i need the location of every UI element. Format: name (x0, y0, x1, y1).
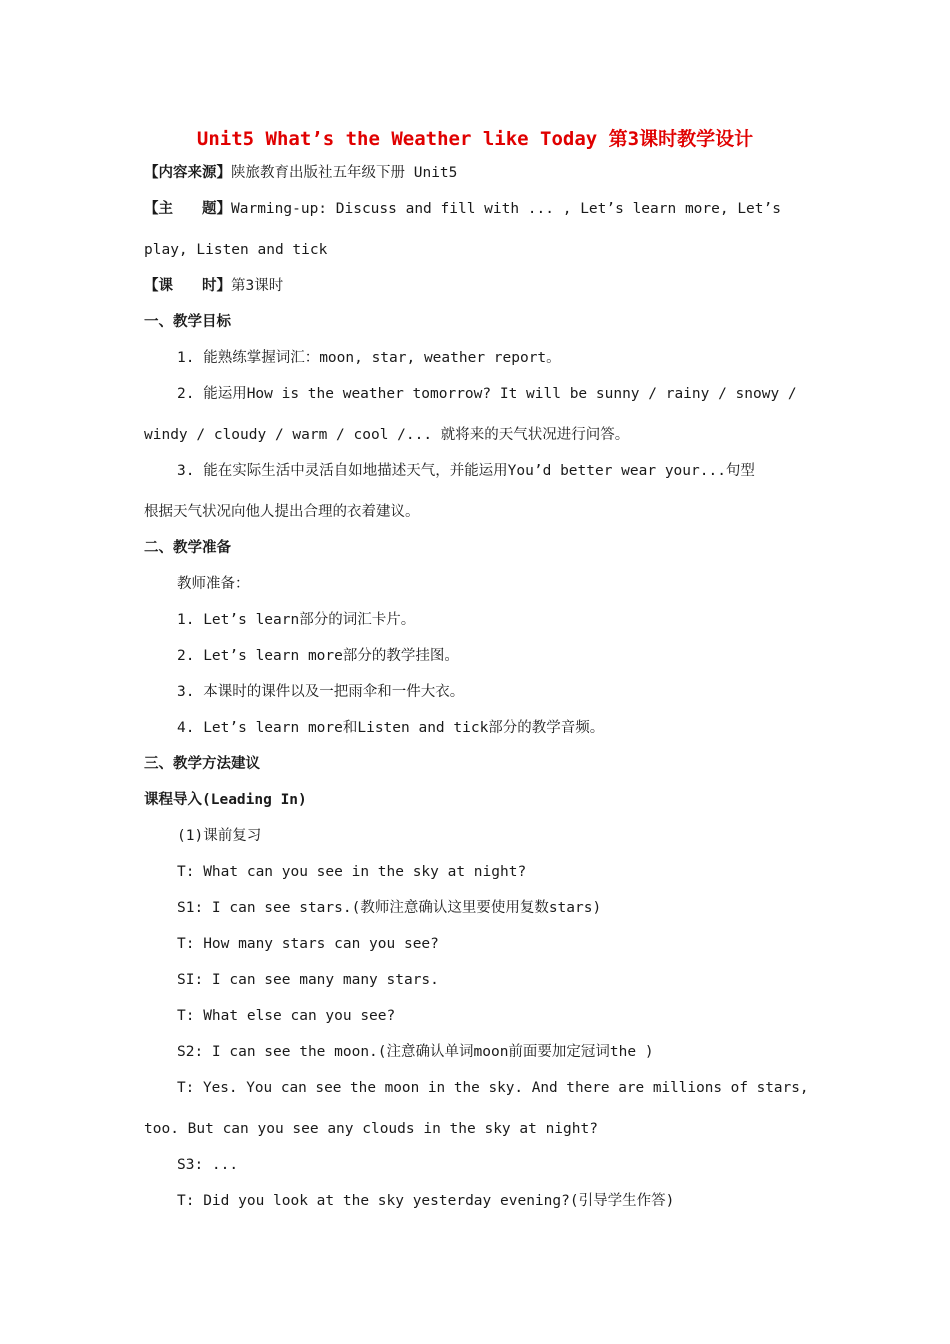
dialogue-line: SI: I can see many many stars. (177, 972, 439, 988)
prep-item-2: 2. Let’s learn more部分的教学挂图。 (177, 648, 459, 664)
period-value: 第3课时 (231, 278, 284, 294)
document-title: Unit5 What’s the Weather like Today 第3课时教学设计 (196, 128, 754, 150)
dialogue-line: T: What else can you see? (177, 1008, 396, 1024)
prep-item-1: 1. Let’s learn部分的词汇卡片。 (177, 612, 416, 628)
prep-item-3: 3. 本课时的课件以及一把雨伞和一件大衣。 (177, 684, 465, 700)
source-line (144, 163, 808, 183)
topic-value-cont: play, Listen and tick (144, 242, 328, 258)
goal-3-cont: 根据天气状况向他人提出合理的衣着建议。 (144, 504, 420, 520)
dialogue-line: S3: ... (177, 1157, 239, 1173)
prep-teacher: 教师准备： (177, 576, 250, 592)
prep-heading: 二、教学准备 (144, 540, 231, 556)
goal-3: 3. 能在实际生活中灵活自如地描述天气，并能运用You’d better wear your...句型 (177, 463, 755, 479)
period-label: 【课 时】 (144, 278, 231, 294)
source-label: 【内容来源】 (144, 165, 231, 181)
source-value: 陕旅教育出版社五年级下册 Unit5 (231, 165, 458, 181)
topic-line (144, 199, 808, 219)
method-heading: 三、教学方法建议 (144, 756, 260, 772)
review-heading: (1)课前复习 (177, 828, 262, 844)
goal-2-cont: windy / cloudy / warm / cool /... 就将来的天气状况进行问答。 (144, 427, 630, 443)
leadin-heading: 课程导入(Leading In) (144, 792, 307, 808)
dialogue-line: T: How many stars can you see? (177, 936, 439, 952)
prep-item-4: 4. Let’s learn more和Listen and tick部分的教学音频。 (177, 720, 605, 736)
dialogue-line: T: Did you look at the sky yesterday evening?(引导学生作答) (177, 1193, 675, 1209)
goals-heading: 一、教学目标 (144, 314, 231, 330)
goal-2: 2. 能运用How is the weather tomorrow? It will be sunny / rainy / snowy / (177, 386, 797, 402)
dialogue-line: S1: I can see stars.(教师注意确认这里要使用复数stars) (177, 900, 602, 916)
topic-label: 【主 题】 (144, 201, 231, 217)
goal-1: 1. 能熟练掌握词汇：moon, star, weather report。 (177, 350, 561, 366)
dialogue-line: T: Yes. You can see the moon in the sky. And there are millions of stars, (177, 1080, 809, 1096)
period-line (144, 276, 808, 296)
dialogue-line: T: What can you see in the sky at night? (177, 864, 527, 880)
dialogue-line: S2: I can see the moon.(注意确认单词moon前面要加定冠词the ) (177, 1044, 654, 1060)
dialogue-line-cont: too. But can you see any clouds in the sky at night? (144, 1121, 598, 1137)
topic-value: Warming-up: Discuss and fill with ... , Let’s learn more, Let’s (231, 201, 781, 217)
